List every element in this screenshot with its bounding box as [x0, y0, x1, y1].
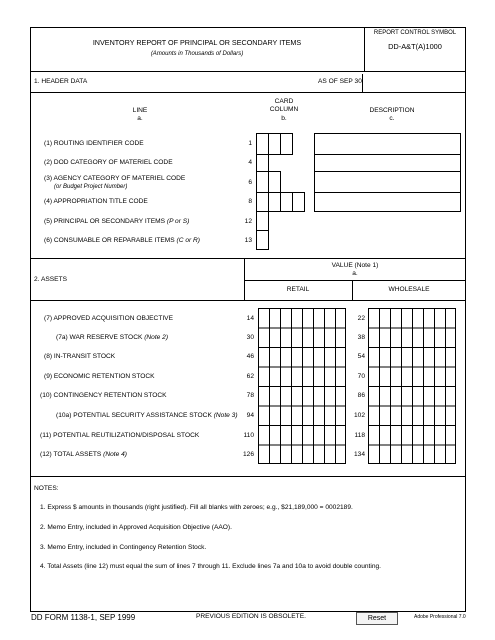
note-item: 1. Express $ amounts in thousands (right justified). Fill all blanks with zeroes; e.g., $21,189,000 = 0002189.: [40, 504, 353, 511]
dod-category-code-field[interactable]: [256, 154, 269, 172]
agency-category-description-field[interactable]: [314, 171, 461, 193]
header-row-note: (C or R): [176, 237, 200, 244]
asset-row-label: (8) IN-TRANSIT STOCK: [44, 353, 116, 360]
header-row-label: (6) CONSUMABLE OR REPARABLE ITEMS (C or R): [44, 237, 200, 244]
asset-wholesale-col: 118: [354, 432, 365, 439]
retail-header: RETAIL: [286, 286, 310, 293]
asset-retail-col: 62: [246, 373, 254, 380]
assets-bottom-rule: [30, 476, 466, 477]
notes-label: NOTES:: [34, 485, 59, 492]
header-row-label: (3) AGENCY CATEGORY OF MATERIEL CODE: [44, 175, 186, 182]
wholesale-digit-grid[interactable]: [368, 308, 456, 464]
header-section-label: 1. HEADER DATA: [34, 78, 88, 85]
header-row-label: (2) DOD CATEGORY OF MATERIEL CODE: [44, 159, 173, 166]
asset-wholesale-col: 54: [357, 353, 365, 360]
as-of-year-field[interactable]: [362, 74, 372, 92]
asset-row-note: (Note 2): [144, 334, 169, 341]
consumable-reparable-field[interactable]: [256, 230, 269, 250]
col-line-sub: a.: [137, 115, 143, 122]
asset-wholesale-col: 38: [357, 334, 365, 341]
asset-row-note: (Note 3): [213, 412, 238, 419]
value-sub: a.: [352, 270, 358, 277]
asset-retail-col: 94: [246, 412, 254, 419]
asset-retail-col: 46: [246, 353, 254, 360]
retail-digit-grid[interactable]: [258, 308, 346, 464]
col-card-header-2: COLUMN: [269, 106, 299, 113]
asset-row-label: (10a) POTENTIAL SECURITY ASSISTANCE STOCK (Note 3): [56, 412, 238, 419]
header-row-col: 12: [244, 218, 252, 225]
header-row-label: (5) PRINCIPAL OR SECONDARY ITEMS (P or S): [44, 218, 190, 225]
asset-row-label: (9) ECONOMIC RETENTION STOCK: [44, 373, 155, 380]
header-row-col: 1: [248, 140, 252, 147]
asset-retail-col: 78: [246, 392, 254, 399]
agency-category-code-char-2[interactable]: [268, 171, 281, 193]
header-section-bottom-rule: [30, 258, 466, 259]
header-row-col: 6: [248, 179, 252, 186]
col-desc-header: DESCRIPTION: [369, 107, 415, 114]
asset-wholesale-col: 134: [353, 451, 365, 458]
form-subtitle: (Amounts in Thousands of Dollars): [150, 51, 244, 57]
rcs-label: REPORT CONTROL SYMBOL: [373, 30, 457, 36]
header-row-label: (4) APPROPRIATION TITLE CODE: [44, 198, 148, 205]
title-bottom-rule: [30, 71, 466, 72]
form-id: DD FORM 1138-1, SEP 1999: [31, 613, 136, 622]
col-desc-sub: c.: [389, 115, 395, 122]
asset-row-note: (Note 4): [103, 451, 127, 458]
assets-header-bottom-rule: [30, 300, 466, 301]
asset-retail-col: 14: [246, 315, 254, 322]
asset-wholesale-col: 86: [357, 392, 365, 399]
header-row-note: (P or S): [166, 218, 190, 225]
as-of-label: AS OF SEP 30: [318, 78, 362, 85]
col-card-header-1: CARD: [274, 98, 294, 105]
col-card-sub: b.: [281, 115, 287, 122]
asset-wholesale-col: 70: [357, 373, 365, 380]
asset-row-label: (7) APPROVED ACQUISITION OBJECTIVE: [44, 315, 173, 322]
rcs-value: DD-A&T(A)1000: [388, 42, 442, 51]
assets-section-label: 2. ASSETS: [34, 276, 67, 283]
asset-row-label: (11) POTENTIAL REUTILIZATION/DISPOSAL STOCK: [40, 432, 200, 439]
reset-button[interactable]: Reset: [356, 612, 398, 625]
principal-secondary-field[interactable]: [256, 211, 269, 231]
header-row-note: (or Budget Project Number): [54, 184, 128, 190]
header-rule: [30, 92, 466, 93]
header-row-col: 4: [248, 159, 252, 166]
header-row-col: 8: [248, 198, 252, 205]
note-item: 2. Memo Entry, included in Approved Acquisition Objective (AAO).: [40, 524, 232, 531]
dod-category-description-field[interactable]: [314, 154, 461, 172]
software-label: Adobe Professional 7.0: [414, 614, 466, 620]
header-row-col: 13: [244, 237, 252, 244]
note-item: 4. Total Assets (line 12) must equal the sum of lines 7 through 11. Exclude lines 7a and 10a to avoid double counting.: [40, 563, 382, 570]
previous-edition-notice: PREVIOUS EDITION IS OBSOLETE.: [196, 613, 306, 620]
asset-retail-col: 30: [246, 334, 254, 341]
asset-row-label: (10) CONTINGENCY RETENTION STOCK: [40, 392, 167, 399]
appropriation-code-char-4[interactable]: [292, 192, 305, 212]
asset-wholesale-col: 102: [353, 412, 365, 419]
asset-row-label: (12) TOTAL ASSETS (Note 4): [40, 451, 127, 458]
routing-code-char-3[interactable]: [280, 133, 293, 155]
col-line-header: LINE: [132, 107, 148, 114]
note-item: 3. Memo Entry, included in Contingency Retention Stock.: [40, 544, 207, 551]
wholesale-header: WHOLESALE: [388, 286, 430, 293]
asset-retail-col: 110: [243, 432, 254, 439]
header-row-label: (1) ROUTING IDENTIFIER CODE: [44, 140, 144, 147]
routing-code-description-field[interactable]: [314, 133, 461, 155]
value-header: VALUE (Note 1): [331, 262, 379, 269]
asset-retail-col: 126: [242, 451, 254, 458]
form-title: INVENTORY REPORT OF PRINCIPAL OR SECONDARY ITEMS: [92, 38, 302, 47]
value-rule: [244, 280, 466, 281]
asset-wholesale-col: 22: [357, 315, 365, 322]
appropriation-description-field[interactable]: [314, 192, 461, 212]
asset-row-label: (7a) WAR RESERVE STOCK (Note 2): [56, 334, 169, 341]
